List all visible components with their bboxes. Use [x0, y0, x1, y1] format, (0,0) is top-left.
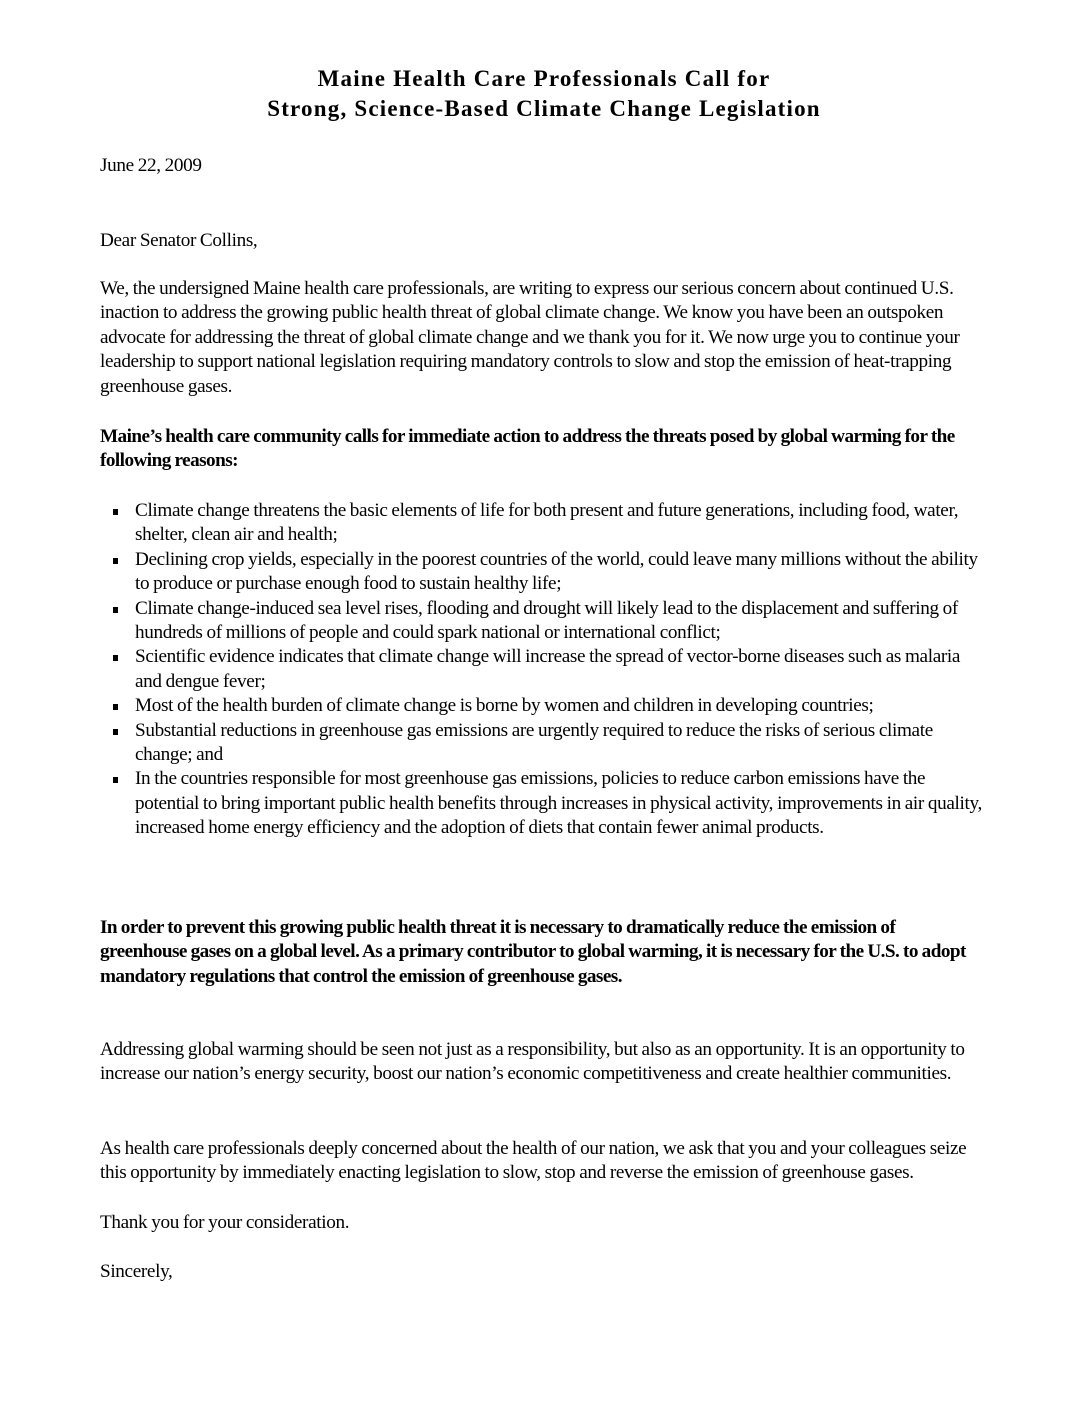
square-bullet-icon [113, 607, 118, 613]
salutation: Dear Senator Collins, [100, 230, 258, 251]
list-item-text: Substantial reductions in greenhouse gas emissions are urgently required to reduce the risks of serious climate change; and [135, 719, 933, 766]
square-bullet-icon [113, 704, 118, 710]
closing-line: Sincerely, [100, 1261, 173, 1282]
square-bullet-icon [113, 655, 118, 661]
title-line-1: Maine Health Care Professionals Call for [317, 66, 771, 91]
necessity-paragraph: In order to prevent this growing public health threat it is necessary to dramatically reduce the emission of greenhouse gases on a global level. As a primary contributor to global warming, it is necessary for the U.S. to adopt mandatory regulations that control the emission of greenhouse gases. [100, 917, 966, 987]
list-item-text: Declining crop yields, especially in the poorest countries of the world, could leave many millions without the ability to produce or purchase enough food to sustain healthy life; [135, 548, 978, 595]
list-item [100, 767, 985, 840]
list-item-text: Climate change threatens the basic elements of life for both present and future generations, including food, water, shelter, clean air and health; [135, 500, 959, 546]
square-bullet-icon [113, 777, 118, 783]
document-title [0, 64, 1088, 124]
list-item-text: In the countries responsible for most greenhouse gas emissions, policies to reduce carbon emissions have the potential to bring important public health benefits through increases in physical activity, improvements in air quality, increased home energy efficiency and the adoption of diets that contain fewer animal products. [135, 768, 982, 839]
reasons-heading: Maine’s health care community calls for immediate action to address the threats posed by global warming for the following reasons: [100, 426, 955, 472]
list-item [100, 499, 985, 548]
square-bullet-icon [113, 558, 118, 564]
opportunity-paragraph: Addressing global warming should be seen not just as a responsibility, but also as an opportunity. It is an opportunity to increase our nation’s energy security, boost our nation’s economic competitiveness and create healthier communities. [100, 1039, 965, 1085]
list-item [100, 719, 985, 768]
list-item-text: Scientific evidence indicates that climate change will increase the spread of vector-borne diseases such as malaria and dengue fever; [135, 646, 961, 692]
reasons-list [100, 499, 985, 841]
list-item-text: Climate change-induced sea level rises, flooding and drought will likely lead to the displacement and suffering of hundreds of millions of people and could spark national or international conflict; [135, 597, 958, 644]
list-item [100, 694, 985, 718]
intro-paragraph: We, the undersigned Maine health care professionals, are writing to express our serious concern about continued U.S. inaction to address the growing public health threat of global climate change. We know you have been an outspoken advocate for addressing the threat of global climate change and we thank you for it. We now urge you to continue your leadership to support national legislation requiring mandatory controls to slow and stop the emission of heat-trapping greenhouse gases. [100, 278, 960, 397]
square-bullet-icon [113, 729, 118, 735]
title-line-2: Strong, Science-Based Climate Change Legislation [267, 96, 821, 121]
list-item [100, 645, 985, 694]
list-item [100, 548, 985, 597]
thanks-line: Thank you for your consideration. [100, 1212, 350, 1233]
list-item [100, 597, 985, 646]
request-paragraph: As health care professionals deeply concerned about the health of our nation, we ask that you and your colleagues seize this opportunity by immediately enacting legislation to slow, stop and reverse the emission of greenhouse gases. [100, 1138, 967, 1184]
list-item-text: Most of the health burden of climate change is borne by women and children in developing countries; [135, 695, 874, 717]
square-bullet-icon [113, 509, 118, 515]
letter-date: June 22, 2009 [100, 155, 202, 176]
